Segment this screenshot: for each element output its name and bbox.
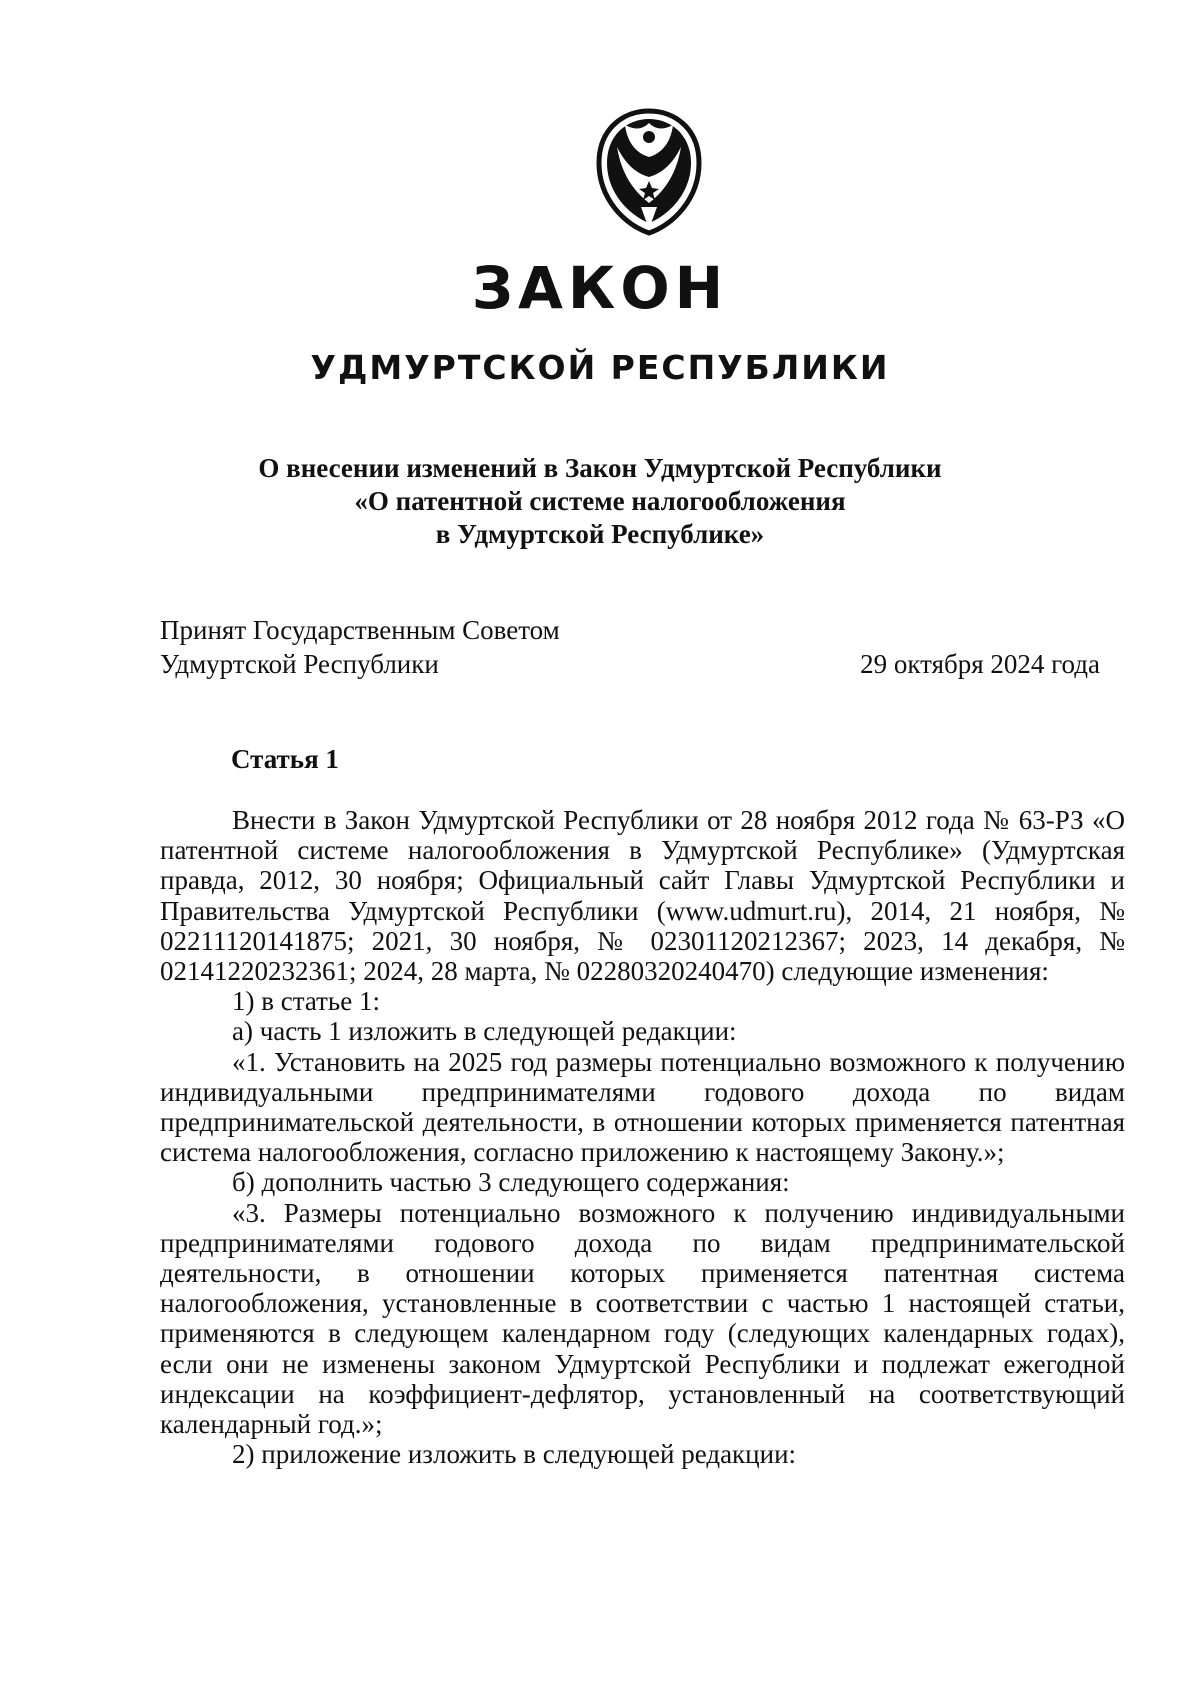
document-subtitle: УДМУРТСКОЙ РЕСПУБЛИКИ <box>310 348 890 387</box>
adopted-date: 29 октября 2024 года <box>860 649 1100 679</box>
document-title: ЗАКОН <box>471 254 729 322</box>
law-heading-line: «О патентной системе налогообложения <box>354 486 846 516</box>
adopted-by-line: Удмуртской Республики <box>160 649 439 679</box>
paragraph: б) дополнить частью 3 следующего содержания: <box>232 1167 790 1198</box>
paragraph: «1. Установить на 2025 год размеры потенциально возможного к получению индивидуальными предпринимателями годового дохода по видам предпринимательской деятельности, в отношении которых применяется патентная система налогообложения, согласно приложению к настоящему Закону.»; <box>160 1046 1125 1168</box>
article-body <box>160 805 1125 1469</box>
adopted-by <box>160 613 560 681</box>
paragraph: а) часть 1 изложить в следующей редакции: <box>232 1016 737 1047</box>
paragraph: 2) приложение изложить в следующей редакции: <box>232 1439 797 1470</box>
adopted-by-line: Принят Государственным Советом <box>160 615 560 645</box>
law-heading-line: в Удмуртской Республике» <box>435 519 765 549</box>
paragraph: Внести в Закон Удмуртской Республики от 28 ноября 2012 года № 63-РЗ «О патентной системе налогообложения в Удмуртской Республике» (Удмуртская правда, 2012, 30 ноября; Официальный сайт Главы Удмуртской Республики и Правительства Удмуртской Республики (www.udmurt.ru), 2014, 21 ноября, № 02211120141875; 2021, 30 ноября, № 02301120212367; 2023, 14 декабря, № 02141220232361; 2024, 28 марта, № 02280320240470) следующие изменения: <box>160 805 1125 987</box>
law-heading-line: О внесении изменений в Закон Удмуртской Республики <box>258 453 942 483</box>
article-title: Статья 1 <box>231 744 339 774</box>
paragraph: «3. Размеры потенциально возможного к получению индивидуальными предпринимателями годового дохода по видам предпринимательской деятельности, в отношении которых применяется патентная система налогообложения, установленные в соответствии с частью 1 настоящей статьи, применяются в следующем календарном году (следующих календарных годах), если они не изменены законом Удмуртской Республики и подлежат ежегодной индексации на коэффициент-дефлятор, установленный на соответствующий календарный год.»; <box>160 1197 1125 1440</box>
paragraph: 1) в статье 1: <box>232 986 380 1017</box>
coat-of-arms-icon <box>595 107 703 237</box>
law-heading <box>0 452 1200 551</box>
